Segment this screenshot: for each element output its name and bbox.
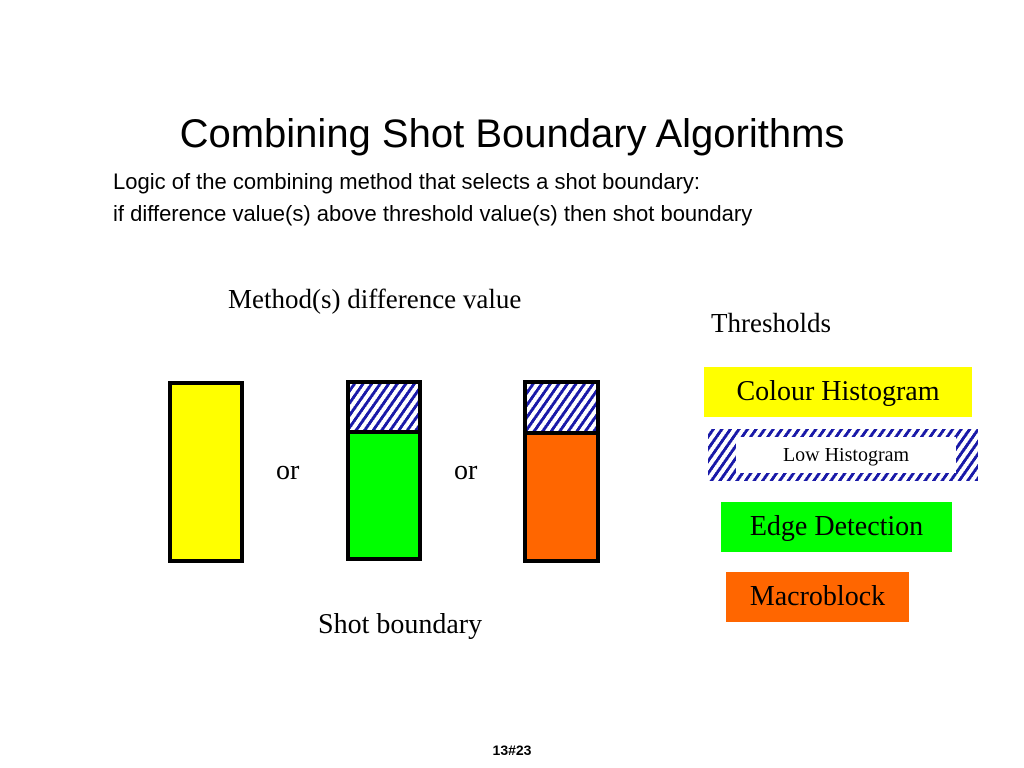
thresholds-heading: Thresholds xyxy=(711,308,831,338)
legend-low-histogram xyxy=(708,429,978,481)
legend-label: Edge Detection xyxy=(749,511,924,542)
low-histogram-segment xyxy=(523,380,600,435)
colour-histogram-bar xyxy=(168,381,244,563)
legend-label: Low Histogram xyxy=(782,443,910,466)
macroblock-bar xyxy=(523,431,600,563)
legend-colour-histogram xyxy=(704,367,972,417)
low-histogram-segment xyxy=(346,380,422,434)
methods-heading: Method(s) difference value xyxy=(228,284,522,314)
edge-detection-bar xyxy=(346,430,422,561)
shot-boundary-label: Shot boundary xyxy=(318,609,483,640)
page-number: 13#23 xyxy=(492,742,532,758)
logic-rule: if difference value(s) above threshold value(s) then shot boundary xyxy=(113,201,753,226)
logic-statement: Logic of the combining method that selects a shot boundary: xyxy=(113,169,701,194)
legend-edge-detection xyxy=(721,502,952,552)
or-label: or xyxy=(276,455,300,486)
or-label: or xyxy=(454,455,478,486)
slide-title: Combining Shot Boundary Algorithms xyxy=(179,112,845,156)
legend-macroblock xyxy=(726,572,909,622)
legend-label: Macroblock xyxy=(749,581,886,612)
legend-label: Colour Histogram xyxy=(736,376,940,407)
